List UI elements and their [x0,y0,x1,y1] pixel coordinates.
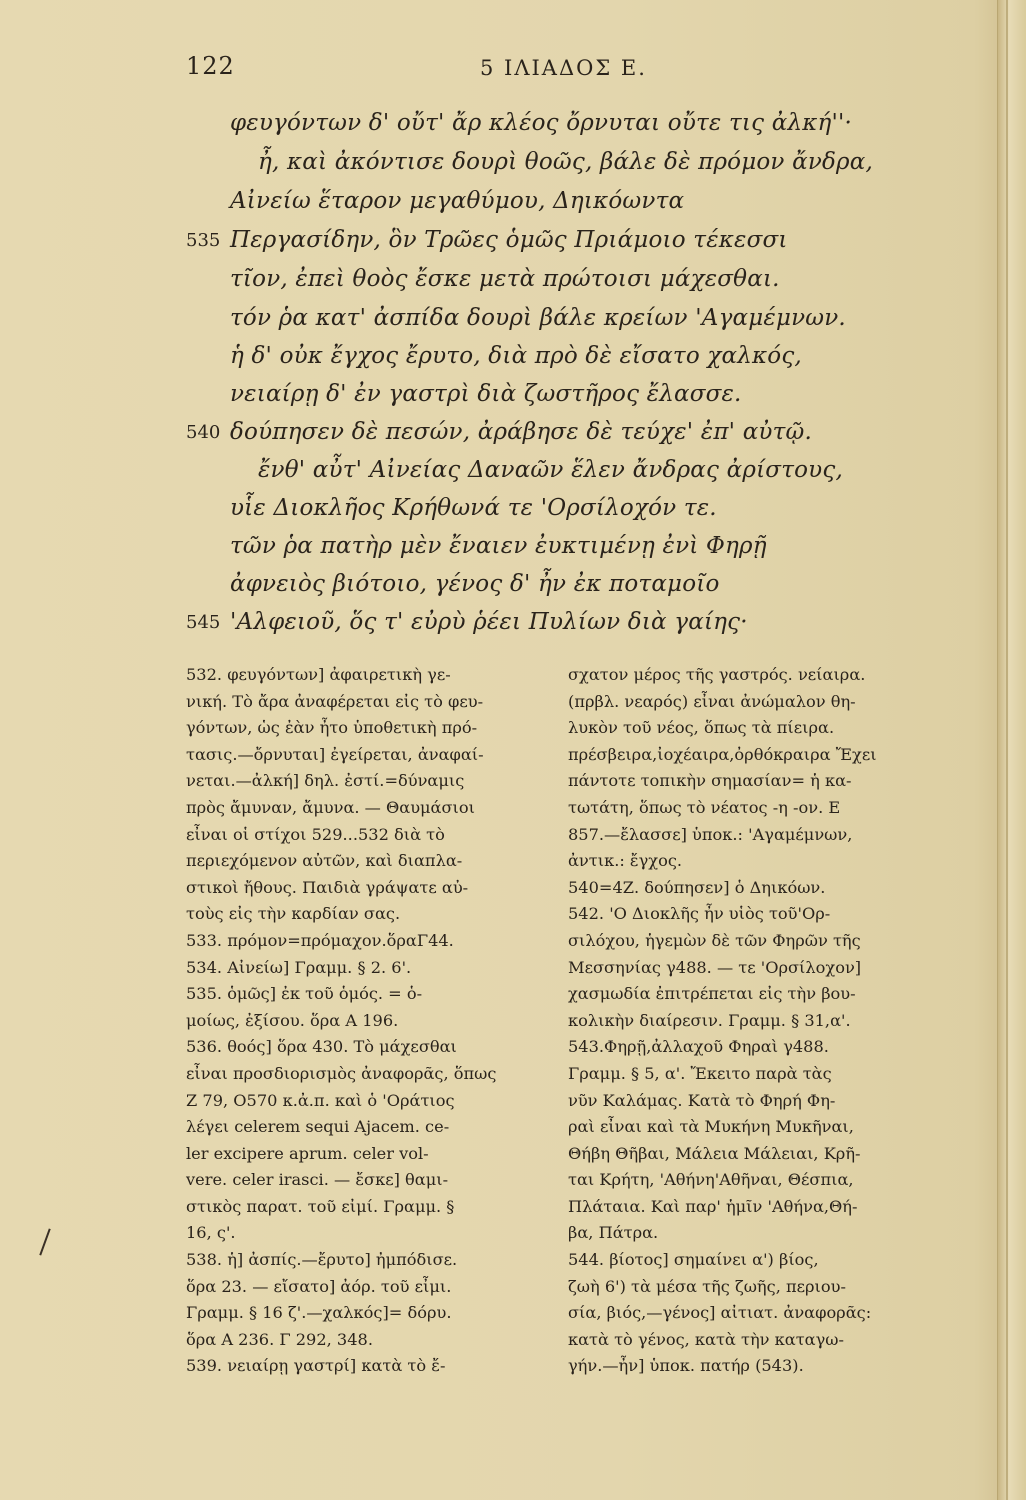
commentary-line: κατὰ τὸ γένος, κατὰ τὴν καταγω- [568,1329,844,1349]
gutter-rule [1006,0,1008,1500]
commentary-line: 857.—ἔλασσε] ὑποκ.: 'Αγαμέμνων, [568,824,853,844]
commentary-line: χασμωδία ἐπιτρέπεται εἰς τὴν βου- [568,984,856,1004]
commentary-line: τωτάτη, ὅπως τὸ νέατος -η -ον. Ε [568,797,841,817]
commentary-line: 540=4Ζ. δούπησεν] ὁ Δηικόων. [568,877,826,897]
commentary-line: νῦν Καλάμας. Κατὰ τὸ Φηρή Φη- [568,1090,836,1110]
running-title: 5 ΙΛΙΑΔΟΣ Ε. [480,56,647,80]
commentary-line: Γραμμ. § 5, α'. Ἔκειτο παρὰ τὰς [568,1063,832,1083]
commentary-line: 533. πρόμον=πρόμαχον.ὅραΓ44. [186,930,454,950]
commentary-line: τασις.—ὄρνυται] ἐγείρεται, ἀναφαί- [186,744,484,764]
commentary-line: 534. Αἰνείω] Γραμμ. § 2. 6'. [186,957,412,977]
commentary-line: πρὸς ἄμυναν, ἄμυνα. — Θαυμάσιοι [186,797,475,817]
verse-line: 'Αλφειοῦ, ὅς τ' εὐρὺ ῥέει Πυλίων διὰ γαίης· [230,609,748,635]
commentary-line: γήν.—ἦν] ὑποκ. πατήρ (543). [568,1356,804,1376]
commentary-line: ler excipere aprum. celer vol- [186,1143,429,1163]
commentary-line: σιλόχου, ἡγεμὼν δὲ τῶν Φηρῶν τῆς [568,930,861,950]
commentary-line: στικὸς παρατ. τοῦ εἰμί. Γραμμ. § [186,1196,455,1216]
commentary-line: σία, βιός,—γένος] αἰτιατ. ἀναφορᾶς: [568,1303,872,1323]
commentary-line: Γραμμ. § 16 ζ'.—χαλκός]= δόρυ. [186,1303,452,1323]
commentary-line: στικοὶ ἤθους. Παιδιὰ γράψατε αὐ- [186,877,469,897]
verse-line: υἷε Διοκλῆος Κρήθωνά τε 'Ορσίλοχόν τε. [230,495,717,521]
commentary-line: ἀντικ.: ἔγχος. [568,851,683,871]
verse-line-number: 540 [186,422,221,443]
commentary-line: vere. celer irasci. — ἔσκε] θαμι- [186,1170,449,1190]
verse-line: τόν ῥα κατ' ἀσπίδα δουρὶ βάλε κρείων 'Αγαμέμνων. [230,305,846,331]
commentary-line: 536. θοός] ὅρα 430. Τὸ μάχεσθαι [186,1037,457,1057]
commentary-line: 16, ς'. [186,1223,236,1243]
commentary-line: 538. ἡ] ἀσπίς.—ἔρυτο] ἠμπόδισε. [186,1250,458,1270]
commentary-line: κολικὴν διαίρεσιν. Γραμμ. § 31,α'. [568,1010,851,1030]
commentary-line: 542. 'Ο Διοκλῆς ἦν υἱὸς τοῦ'Ορ- [568,904,831,924]
verse-line-number: 545 [186,612,221,633]
commentary-column-right [568,662,930,1380]
verse-line: Περγασίδην, ὃν Τρῶες ὁμῶς Πριάμοιο τέκεσσι [230,227,788,253]
commentary-line: νική. Τὸ ἄρα ἀναφέρεται εἰς τὸ φευ- [186,691,484,711]
page-gutter [997,0,1026,1500]
verse-line: ἀφνειὸς βιότοιο, γένος δ' ἦν ἐκ ποταμοῖο [230,571,720,597]
margin-pencil-mark [39,1229,50,1256]
verse-line: τῶν ῥα πατὴρ μὲν ἔναιεν ἐυκτιμένῃ ἐνὶ Φηρῇ [230,533,767,559]
commentary-line: 544. βίοτος] σημαίνει α') βίος, [568,1250,819,1270]
commentary-line: ραὶ εἶναι καὶ τὰ Μυκήνη Μυκῆναι, [568,1117,854,1137]
verse-line: ἡ δ' οὐκ ἔγχος ἔρυτο, διὰ πρὸ δὲ εἴσατο χαλκός, [230,343,802,369]
commentary-line: 543.Φηρῇ,ἀλλαχοῦ Φηραὶ γ488. [568,1037,829,1057]
commentary-line: νεται.—ἀλκή] δηλ. ἐστί.=δύναμις [186,771,465,791]
commentary-line: περιεχόμενον αὐτῶν, καὶ διαπλα- [186,851,463,871]
verse-line: Αἰνείω ἕταρον μεγαθύμου, Δηικόωντα [230,188,685,214]
commentary-line: Πλάταια. Καὶ παρ' ἡμῖν 'Αθήνα,Θή- [568,1196,858,1216]
commentary-line: γόντων, ὡς ἐὰν ἦτο ὑποθετικὴ πρό- [186,718,478,738]
commentary-line: ὅρα 23. — εἴσατο] ἀόρ. τοῦ εἶμι. [186,1276,452,1296]
page-number: 122 [186,52,235,80]
commentary-line: μοίως, ἐξίσου. ὅρα Α 196. [186,1010,399,1030]
commentary-line: πάντοτε τοπικὴν σημασίαν= ἡ κα- [568,771,852,791]
commentary-line: πρέσβειρα,ἰοχέαιρα,ὀρθόκραιρα Ἔχει [568,744,877,764]
commentary-line: Θήβη Θῆβαι, Μάλεια Μάλειαι, Κρῆ- [568,1143,861,1163]
verse-line: νειαίρῃ δ' ἐν γαστρὶ διὰ ζωστῆρος ἔλασσε. [230,381,742,407]
commentary-line: Ζ 79, Ο570 κ.ἀ.π. καὶ ὁ 'Οράτιος [186,1090,455,1110]
commentary-line: 535. ὁμῶς] ἐκ τοῦ ὁμός. = ὁ- [186,984,423,1004]
commentary-line: τοὺς εἰς τὴν καρδίαν σας. [186,904,401,924]
commentary-line: λέγει celerem sequi Ajacem. ce- [186,1117,450,1137]
commentary-line: ται Κρήτη, 'Αθήνη'Αθῆναι, Θέσπια, [568,1170,854,1190]
commentary-line: ὅρα Α 236. Γ 292, 348. [186,1329,373,1349]
verse-line: ἦ, καὶ ἀκόντισε δουρὶ θοῶς, βάλε δὲ πρόμον ἄνδρα, [258,149,874,175]
verse-line: τῖον, ἐπεὶ θοὸς ἔσκε μετὰ πρώτοισι μάχεσθαι. [230,266,780,292]
verse-line-number: 535 [186,230,221,251]
commentary-line: Μεσσηνίας γ488. — τε 'Ορσίλοχον] [568,957,862,977]
verse-line: φευγόντων δ' οὔτ' ἄρ κλέος ὄρνυται οὔτε τις ἀλκή''· [230,110,853,136]
commentary-column-left [186,662,536,1380]
commentary-line: εἶναι προσδιορισμὸς ἀναφορᾶς, ὅπως [186,1063,497,1083]
commentary-line: σχατον μέρος τῆς γαστρός. νείαιρα. [568,665,866,684]
commentary-line: 539. νειαίρῃ γαστρί] κατὰ τὸ ἔ- [186,1356,446,1376]
commentary-line: 532. φευγόντων] ἀφαιρετικὴ γε- [186,665,451,684]
verse-line: ἔνθ' αὖτ' Αἰνείας Δαναῶν ἕλεν ἄνδρας ἀρίστους, [258,457,843,483]
commentary-line: ζωὴ 6') τὰ μέσα τῆς ζωῆς, περιου- [568,1276,846,1296]
verse-line: δούπησεν δὲ πεσών, ἀράβησε δὲ τεύχε' ἐπ' αὐτῷ. [230,419,812,445]
commentary-line: εἶναι οἱ στίχοι 529...532 διὰ τὸ [186,824,445,844]
commentary-line: (πρβλ. νεαρός) εἶναι ἀνώμαλον θη- [568,691,856,711]
commentary-line: βα, Πάτρα. [568,1223,659,1243]
commentary-line: λυκὸν τοῦ νέος, ὅπως τὰ πίειρα. [568,718,835,738]
